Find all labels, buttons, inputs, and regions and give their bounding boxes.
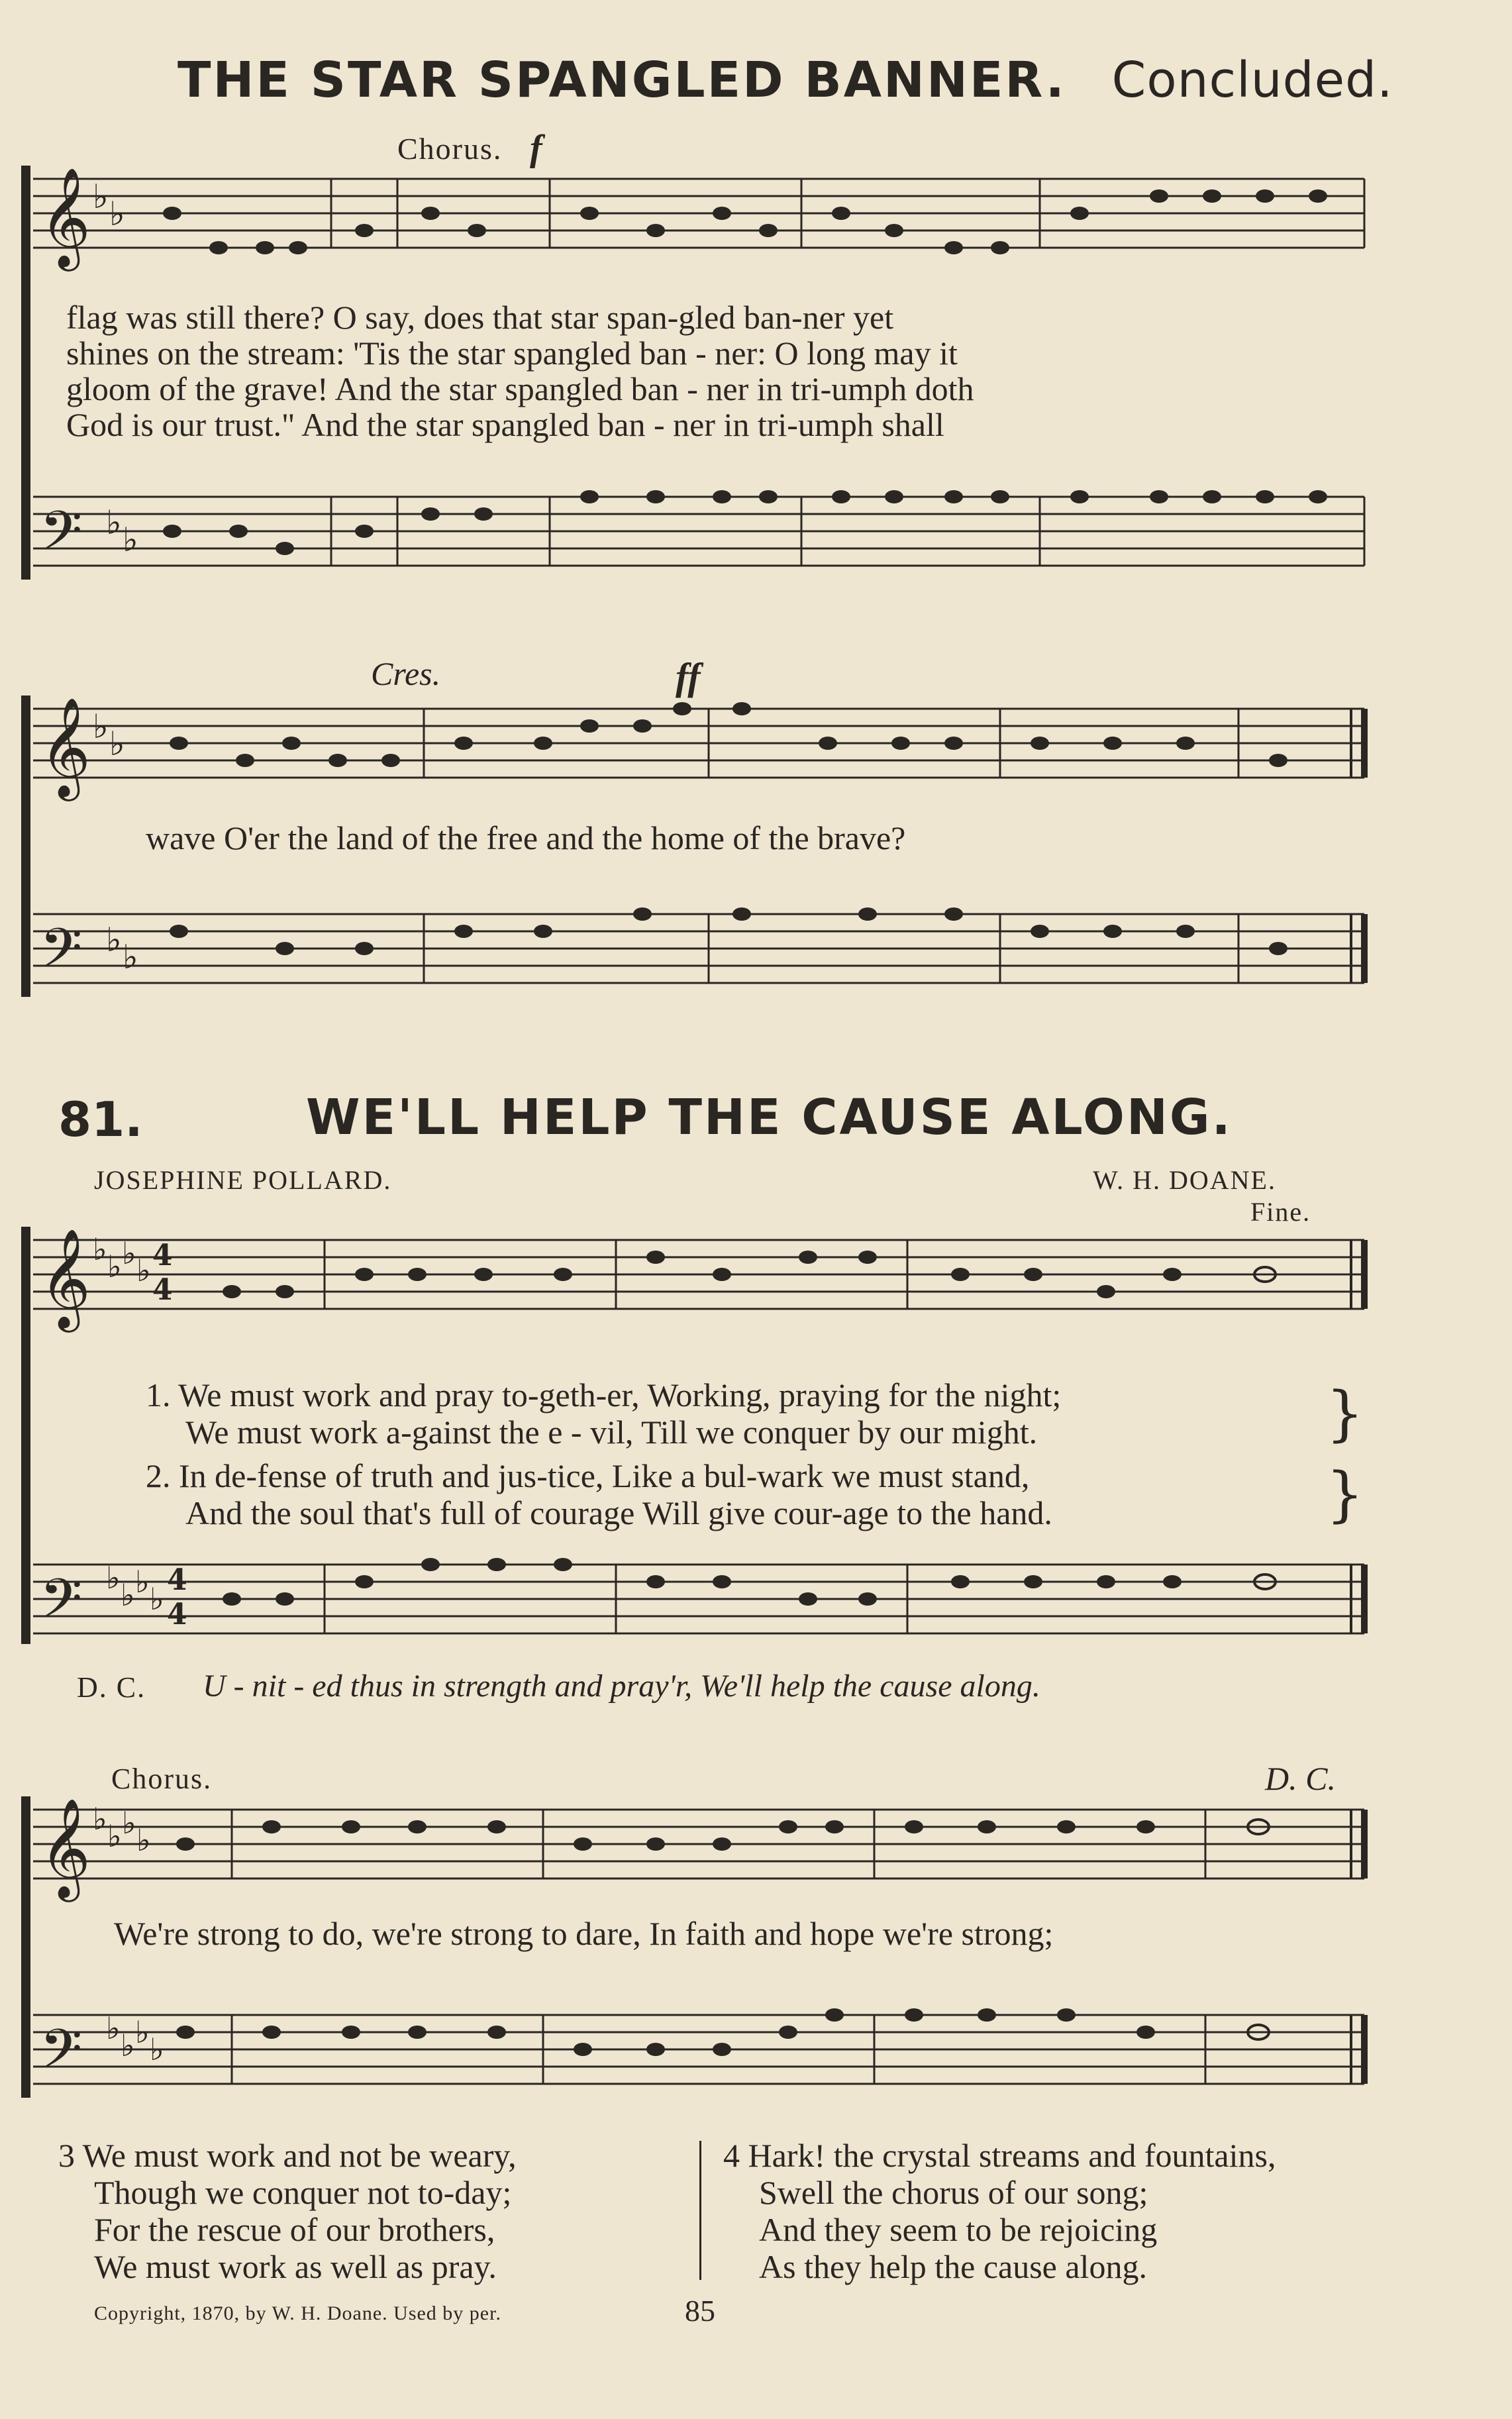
svg-text:4: 4 <box>152 1239 173 1272</box>
svg-text:4: 4 <box>167 1563 187 1597</box>
page-title <box>177 52 1393 109</box>
dc-mark: D. C. <box>1265 1760 1336 1797</box>
svg-text:♭: ♭ <box>106 2010 121 2046</box>
svg-text:♭: ♭ <box>107 1818 122 1854</box>
svg-text:♭: ♭ <box>122 1235 136 1271</box>
lyric-line: 1. We must work and pray to-geth-er, Working, praying for the night; <box>146 1376 1062 1414</box>
lyric-line: 2. In de-fense of truth and jus-tice, Like a bul-wark we must stand, <box>146 1457 1030 1494</box>
verse-line: 3 We must work and not be weary, <box>58 2137 517 2174</box>
svg-text:𝄞: 𝄞 <box>40 1227 91 1328</box>
svg-text:♭: ♭ <box>93 1231 107 1267</box>
dynamic-f: f <box>530 128 542 169</box>
svg-text:4: 4 <box>152 1273 173 1307</box>
svg-text:♭: ♭ <box>93 178 109 216</box>
verse-4 <box>723 2137 1276 2285</box>
svg-text:𝄢: 𝄢 <box>40 1567 83 1644</box>
svg-text:♭: ♭ <box>109 195 125 233</box>
svg-text:♭: ♭ <box>122 1805 136 1841</box>
svg-text:♭: ♭ <box>150 1581 164 1617</box>
svg-text:♭: ♭ <box>106 921 122 959</box>
svg-text:♭: ♭ <box>123 938 138 976</box>
svg-text:𝄞: 𝄞 <box>40 166 91 267</box>
svg-text:♭: ♭ <box>106 1560 121 1596</box>
verse-line: 4 Hark! the crystal streams and fountains, <box>723 2137 1276 2174</box>
svg-text:𝄢: 𝄢 <box>40 2017 83 2094</box>
svg-text:♭: ♭ <box>121 1577 135 1613</box>
svg-text:♭: ♭ <box>136 1822 151 1858</box>
svg-text:𝄞: 𝄞 <box>40 696 91 797</box>
verse-divider <box>699 2141 701 2280</box>
verse-line: As they help the cause along. <box>759 2248 1147 2285</box>
svg-text:𝄢: 𝄢 <box>40 916 83 994</box>
verse-3 <box>58 2137 517 2285</box>
author-name: JOSEPHINE POLLARD. <box>94 1165 392 1195</box>
svg-text:𝄢: 𝄢 <box>40 499 83 576</box>
svg-text:♭: ♭ <box>135 1564 150 1600</box>
lyrics-system-1 <box>66 299 974 442</box>
fine-mark: Fine. <box>1250 1197 1311 1227</box>
svg-text:♭: ♭ <box>121 2028 135 2063</box>
chorus-lyrics: We're strong to do, we're strong to dare, In faith and hope we're strong; <box>114 1915 1054 1952</box>
cres-mark: Cres. <box>371 655 441 692</box>
lyric-line: And the soul that's full of courage Will give cour-age to the hand. <box>185 1494 1052 1531</box>
svg-text:♭: ♭ <box>93 1801 107 1837</box>
lyric-line: flag was still there? O say, does that star span-gled ban-ner yet <box>66 299 894 336</box>
lyric-line: shines on the stream: 'Tis the star spangled ban - ner: O long may it <box>66 335 958 372</box>
lyrics-system-2: wave O'er the land of the free and the home of the brave? <box>146 819 906 856</box>
verse-brace-2: } <box>1326 1460 1364 1529</box>
page-number: 85 <box>685 2294 715 2328</box>
composer-name: W. H. DOANE. <box>1093 1165 1276 1195</box>
copyright-notice: Copyright, 1870, by W. H. Doane. Used by per. <box>94 2302 501 2324</box>
verse-line: Though we conquer not to-day; <box>94 2174 512 2211</box>
svg-text:♭: ♭ <box>136 1253 151 1288</box>
svg-text:♭: ♭ <box>106 503 122 542</box>
hymn81-title: WE'LL HELP THE CAUSE ALONG. <box>306 1089 1233 1146</box>
chorus-label: Chorus. <box>111 1763 213 1795</box>
chorus-mark: Chorus. <box>397 132 503 166</box>
dc-label: D. C. <box>77 1671 146 1704</box>
verse-line: Swell the chorus of our song; <box>759 2174 1148 2211</box>
svg-text:♭: ♭ <box>150 2032 164 2067</box>
svg-text:♭: ♭ <box>109 725 125 763</box>
verse-lyrics <box>146 1376 1061 1531</box>
verse-brace-1: } <box>1326 1379 1364 1449</box>
svg-text:𝄞: 𝄞 <box>40 1797 91 1898</box>
lyric-line: God is our trust." And the star spangled ban - ner in tri-umph shall <box>66 406 944 443</box>
concluded-label: Concluded. <box>1111 52 1393 109</box>
verse-line: For the rescue of our brothers, <box>94 2211 495 2248</box>
dc-lyric-line: U - nit - ed thus in strength and pray'r, We'll help the cause along. <box>203 1669 1040 1704</box>
hymn-number: 81. <box>58 1092 143 1147</box>
svg-text:♭: ♭ <box>135 2014 150 2050</box>
verse-line: And they seem to be rejoicing <box>759 2211 1158 2248</box>
lyric-line: We must work a-gainst the e - vil, Till we conquer by our might. <box>185 1414 1038 1451</box>
hymn-title: THE STAR SPANGLED BANNER. <box>177 52 1066 109</box>
svg-text:4: 4 <box>167 1598 187 1631</box>
dynamic-ff: ff <box>676 655 701 698</box>
svg-text:♭: ♭ <box>107 1249 122 1284</box>
verse-line: We must work as well as pray. <box>94 2248 497 2285</box>
svg-text:♭: ♭ <box>93 707 109 746</box>
lyric-line: gloom of the grave! And the star spangled ban - ner in tri-umph doth <box>66 370 974 407</box>
svg-text:♭: ♭ <box>123 521 138 559</box>
